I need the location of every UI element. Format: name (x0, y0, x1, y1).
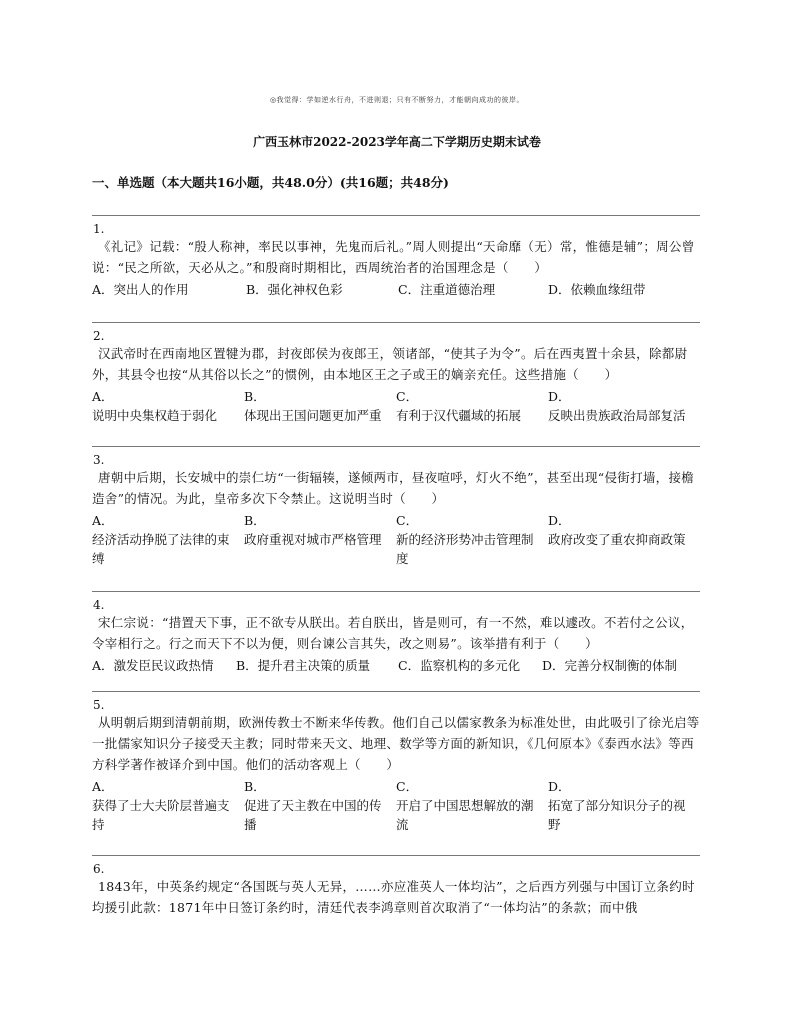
question-number: 4. (93, 598, 105, 612)
option-b[interactable]: B．强化神权色彩 (246, 282, 343, 297)
option-b[interactable] (244, 387, 396, 425)
options (92, 511, 700, 568)
option-a[interactable] (92, 387, 244, 425)
option-d[interactable] (548, 387, 700, 425)
option-text: 说明中央集权趋于弱化 (92, 408, 218, 423)
option-c[interactable]: C．注重道德治理 (398, 282, 496, 297)
options (92, 280, 700, 300)
question-5 (92, 691, 700, 834)
option-c[interactable]: C．监察机构的多元化 (398, 658, 521, 673)
question-stem: 1843年，中英条约规定“各国既与英人无异，……亦应准英人一体均沾”，之后西方列强与中国订立条约时均援引此款：1871年中日签订条约时，清廷代表李鸿章则首次取消了“一体均沾”的条款；而中俄 (92, 879, 695, 915)
option-a[interactable] (92, 511, 244, 568)
option-text: 政府改变了重农抑商政策 (548, 532, 686, 547)
option-label: C． (396, 779, 419, 794)
option-c[interactable] (396, 777, 548, 834)
option-label: B． (244, 779, 266, 794)
option-label: B． (244, 389, 266, 404)
option-label: C． (396, 389, 419, 404)
question-stem: 宋仁宗说：“措置天下事，正不欲专从朕出。若自朕出，皆是则可，有一不然，难以遽改。不若付之公议，令宰相行之。行之而天下不以为便，则台谏公言其失，改之则易”。该举措有利于（ ） (92, 615, 694, 651)
option-c[interactable] (396, 387, 548, 425)
question-4 (92, 591, 700, 676)
options (92, 387, 700, 425)
question-divider (92, 691, 700, 692)
option-d[interactable]: D．完善分权制衡的体制 (542, 658, 678, 673)
question-number: 6. (93, 862, 105, 876)
question-2 (92, 322, 700, 425)
options (92, 656, 700, 676)
question-divider (92, 322, 700, 323)
option-label: C． (396, 513, 419, 528)
option-d[interactable]: D．依赖血缘纽带 (548, 282, 646, 297)
question-divider (92, 215, 700, 216)
option-text: 获得了士大夫阶层普遍支持 (92, 798, 230, 832)
motto-line: ◎我觉得：学如逆水行舟，不进则退；只有不断努力，才能朝向成功的彼岸。 (269, 96, 525, 104)
section-heading: 一、单选题（本大题共16小题，共48.0分）(共16题；共48分) (92, 175, 449, 190)
question-stem: 从明朝后期到清朝前期，欧洲传教士不断来华传教。他们自己以儒家教条为标准处世，由此吸引了徐光启等一批儒家知识分子接受天主教；同时带来天文、地理、数学等方面的新知识，《几何原本》《泰西水法》等西方科学著作被译介到中国。他们的活动客观上（ ） (92, 715, 700, 772)
question-divider (92, 446, 700, 447)
option-d[interactable] (548, 511, 700, 568)
option-label: B． (244, 513, 266, 528)
question-1 (92, 215, 700, 300)
option-label: A． (92, 389, 114, 404)
question-divider (92, 591, 700, 592)
question-stem: 唐朝中后期，长安城中的崇仁坊“一街辐辏，遂倾两市，昼夜喧呼，灯火不绝”，甚至出现“侵街打墙，接檐造舍”的情况。为此，皇帝多次下令禁止。这说明当时（ ） (92, 470, 695, 506)
option-b[interactable] (244, 511, 396, 568)
option-text: 体现出王国问题更加严重 (244, 408, 382, 423)
option-text: 新的经济形势冲击管理制度 (396, 532, 534, 566)
option-b[interactable]: B．提升君主决策的质量 (236, 658, 371, 673)
options (92, 777, 700, 834)
option-label: A． (92, 779, 114, 794)
question-number: 5. (93, 698, 105, 712)
option-b[interactable] (244, 777, 396, 834)
question-divider (92, 855, 700, 856)
option-text: 政府重视对城市严格管理 (244, 532, 382, 547)
option-text: 有利于汉代疆域的拓展 (396, 408, 522, 423)
option-text: 开启了中国思想解放的潮流 (396, 798, 534, 832)
option-d[interactable] (548, 777, 700, 834)
option-a[interactable]: A．激发臣民议政热情 (92, 658, 214, 673)
question-6 (92, 855, 700, 918)
option-a[interactable]: A．突出人的作用 (92, 282, 189, 297)
option-label: D． (548, 513, 571, 528)
question-number: 1. (93, 222, 105, 236)
option-text: 经济活动挣脱了法律的束缚 (92, 532, 230, 566)
option-text: 反映出贵族政治局部复活 (548, 408, 686, 423)
option-text: 拓宽了部分知识分子的视野 (548, 798, 686, 832)
option-a[interactable] (92, 777, 244, 834)
question-stem: 汉武帝时在西南地区置犍为郡，封夜郎侯为夜郎王，领诸部，“使其子为令”。后在西夷置十余县，除都尉外，其县令也按“从其俗以长之”的惯例，由本地区王之子或王的嫡亲充任。这些措施（ ） (92, 346, 688, 382)
option-label: A． (92, 513, 114, 528)
option-c[interactable] (396, 511, 548, 568)
option-label: D． (548, 389, 571, 404)
question-number: 3. (93, 453, 105, 467)
question-3 (92, 446, 700, 568)
question-number: 2. (93, 329, 105, 343)
option-label: D． (548, 779, 571, 794)
option-text: 促进了天主教在中国的传播 (244, 798, 382, 832)
page-title: 广西玉林市2022-2023学年高二下学期历史期末试卷 (253, 135, 541, 149)
question-stem: 《礼记》记载：“殷人称神，率民以事神，先鬼而后礼。”周人则提出“天命靡（无）常，惟德是辅”；周公曾说：“民之所欲，天必从之。”和殷商时期相比，西周统治者的治国理念是（ ） (92, 239, 695, 275)
